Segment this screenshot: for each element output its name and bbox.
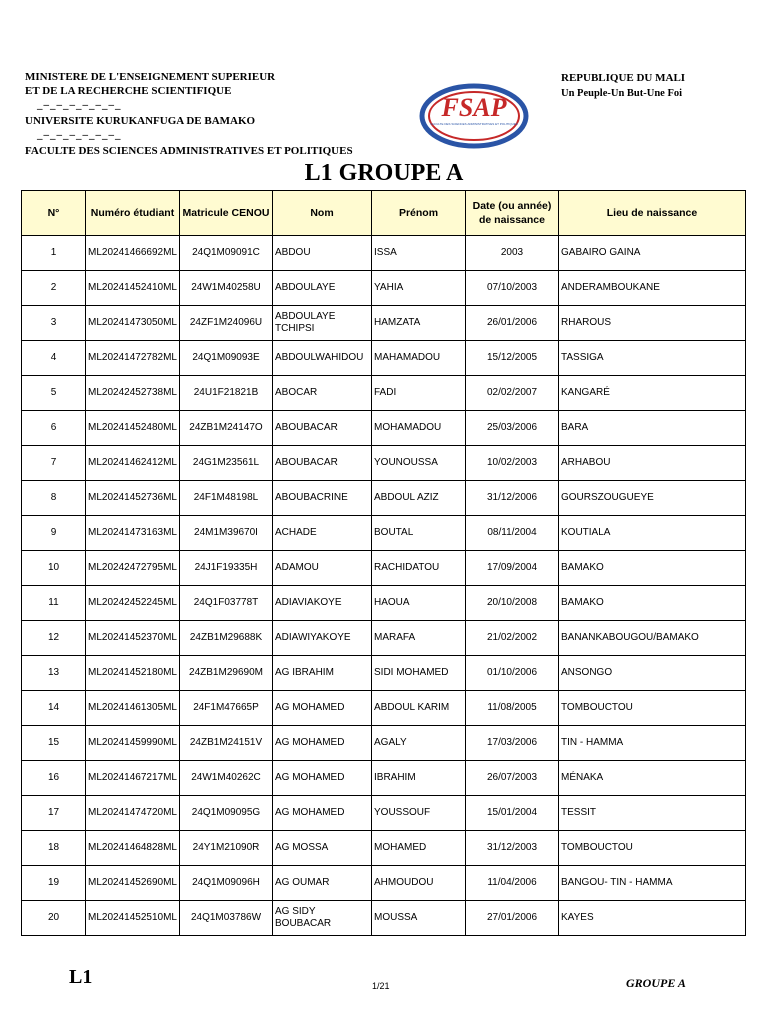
cell-student-number: ML20241473163ML bbox=[86, 516, 180, 551]
separator: _–_–_–_–_–_–_ bbox=[37, 99, 122, 111]
cell-matricule: 24Q1F03778T bbox=[180, 586, 273, 621]
cell-prenom: MOHAMED bbox=[372, 831, 466, 866]
header-nom: Nom bbox=[273, 191, 372, 236]
cell-birth-place: GOURSZOUGUEYE bbox=[559, 481, 746, 516]
table-row bbox=[22, 726, 746, 761]
cell-birth-place: TOMBOUCTOU bbox=[559, 691, 746, 726]
header-number: N° bbox=[22, 191, 86, 236]
cell-prenom: MARAFA bbox=[372, 621, 466, 656]
cell-matricule: 24Q1M09093E bbox=[180, 341, 273, 376]
cell-number: 18 bbox=[22, 831, 86, 866]
header-birth-date: Date (ou année) de naissance bbox=[466, 191, 559, 236]
republic-header bbox=[561, 70, 685, 102]
university-name: UNIVERSITE KURUKANFUGA DE BAMAKO bbox=[25, 115, 256, 127]
cell-nom: ADIAVIAKOYE bbox=[273, 586, 372, 621]
cell-nom: ABOCAR bbox=[273, 376, 372, 411]
cell-birth-date: 07/10/2003 bbox=[466, 271, 559, 306]
footer-level: L1 bbox=[69, 966, 93, 988]
cell-matricule: 24Q1M09095G bbox=[180, 796, 273, 831]
cell-number: 10 bbox=[22, 551, 86, 586]
footer-group: GROUPE A bbox=[626, 976, 686, 990]
cell-matricule: 24Q1M03786W bbox=[180, 901, 273, 936]
cell-student-number: ML20242452245ML bbox=[86, 586, 180, 621]
table-row bbox=[22, 796, 746, 831]
cell-student-number: ML20241452410ML bbox=[86, 271, 180, 306]
cell-nom: AG MOHAMED bbox=[273, 796, 372, 831]
cell-birth-date: 26/01/2006 bbox=[466, 306, 559, 341]
republic-motto: Un Peuple-Un But-Une Foi bbox=[561, 88, 683, 99]
cell-number: 9 bbox=[22, 516, 86, 551]
cell-birth-date: 11/04/2006 bbox=[466, 866, 559, 901]
logo-subtext: FACULTE DES SCIENCES ADMINISTRATIVES ET POLITIQUES bbox=[430, 122, 518, 126]
cell-birth-place: ARHABOU bbox=[559, 446, 746, 481]
table-row bbox=[22, 446, 746, 481]
cell-number: 7 bbox=[22, 446, 86, 481]
cell-number: 1 bbox=[22, 236, 86, 271]
cell-birth-place: TOMBOUCTOU bbox=[559, 831, 746, 866]
cell-student-number: ML20241464828ML bbox=[86, 831, 180, 866]
cell-number: 8 bbox=[22, 481, 86, 516]
cell-matricule: 24ZB1M24151V bbox=[180, 726, 273, 761]
cell-birth-place: ANSONGO bbox=[559, 656, 746, 691]
table-row bbox=[22, 306, 746, 341]
cell-number: 14 bbox=[22, 691, 86, 726]
cell-birth-date: 01/10/2006 bbox=[466, 656, 559, 691]
cell-birth-date: 26/07/2003 bbox=[466, 761, 559, 796]
cell-number: 12 bbox=[22, 621, 86, 656]
table-row bbox=[22, 831, 746, 866]
cell-matricule: 24Q1M09096H bbox=[180, 866, 273, 901]
cell-matricule: 24M1M39670I bbox=[180, 516, 273, 551]
cell-nom: AG IBRAHIM bbox=[273, 656, 372, 691]
cell-prenom: SIDI MOHAMED bbox=[372, 656, 466, 691]
table-row bbox=[22, 236, 746, 271]
cell-student-number: ML20241452480ML bbox=[86, 411, 180, 446]
cell-student-number: ML20241466692ML bbox=[86, 236, 180, 271]
fsap-logo bbox=[418, 80, 530, 152]
cell-birth-date: 20/10/2008 bbox=[466, 586, 559, 621]
table-row bbox=[22, 551, 746, 586]
cell-student-number: ML20242452738ML bbox=[86, 376, 180, 411]
cell-nom: AG MOHAMED bbox=[273, 726, 372, 761]
cell-birth-date: 17/03/2006 bbox=[466, 726, 559, 761]
cell-matricule: 24ZB1M29690M bbox=[180, 656, 273, 691]
table-row bbox=[22, 376, 746, 411]
cell-nom: ADAMOU bbox=[273, 551, 372, 586]
cell-number: 19 bbox=[22, 866, 86, 901]
cell-matricule: 24ZB1M24147O bbox=[180, 411, 273, 446]
cell-student-number: ML20241472782ML bbox=[86, 341, 180, 376]
cell-prenom: YOUNOUSSA bbox=[372, 446, 466, 481]
table-row bbox=[22, 271, 746, 306]
cell-birth-date: 10/02/2003 bbox=[466, 446, 559, 481]
header-birth-place: Lieu de naissance bbox=[559, 191, 746, 236]
cell-nom: ABOUBACAR bbox=[273, 446, 372, 481]
cell-birth-place: BAMAKO bbox=[559, 586, 746, 621]
cell-prenom: HAOUA bbox=[372, 586, 466, 621]
table-row bbox=[22, 516, 746, 551]
cell-number: 16 bbox=[22, 761, 86, 796]
cell-birth-date: 02/02/2007 bbox=[466, 376, 559, 411]
cell-student-number: ML20241461305ML bbox=[86, 691, 180, 726]
cell-birth-place: BANANKABOUGOU/BAMAKO bbox=[559, 621, 746, 656]
cell-birth-date: 15/12/2005 bbox=[466, 341, 559, 376]
cell-birth-place: KANGARÉ bbox=[559, 376, 746, 411]
table-header-row bbox=[22, 191, 746, 236]
table-row bbox=[22, 866, 746, 901]
cell-birth-place: ANDERAMBOUKANE bbox=[559, 271, 746, 306]
cell-prenom: IBRAHIM bbox=[372, 761, 466, 796]
cell-birth-date: 11/08/2005 bbox=[466, 691, 559, 726]
cell-birth-date: 25/03/2006 bbox=[466, 411, 559, 446]
cell-prenom: YOUSSOUF bbox=[372, 796, 466, 831]
cell-number: 3 bbox=[22, 306, 86, 341]
cell-birth-place: GABAIRO GAINA bbox=[559, 236, 746, 271]
table-row bbox=[22, 411, 746, 446]
cell-matricule: 24ZB1M29688K bbox=[180, 621, 273, 656]
cell-nom: ABDOULAYE bbox=[273, 271, 372, 306]
cell-prenom: HAMZATA bbox=[372, 306, 466, 341]
cell-birth-date: 17/09/2004 bbox=[466, 551, 559, 586]
table-row bbox=[22, 481, 746, 516]
cell-birth-place: TIN - HAMMA bbox=[559, 726, 746, 761]
cell-birth-place: TESSIT bbox=[559, 796, 746, 831]
cell-number: 17 bbox=[22, 796, 86, 831]
cell-nom: ABDOULAYE TCHIPSI bbox=[273, 306, 372, 341]
cell-student-number: ML20241452370ML bbox=[86, 621, 180, 656]
header-matricule: Matricule CENOU bbox=[180, 191, 273, 236]
ministry-line: MINISTERE DE L'ENSEIGNEMENT SUPERIEUR bbox=[25, 71, 276, 83]
cell-prenom: ABDOUL KARIM bbox=[372, 691, 466, 726]
cell-prenom: ABDOUL AZIZ bbox=[372, 481, 466, 516]
cell-number: 13 bbox=[22, 656, 86, 691]
cell-birth-place: BAMAKO bbox=[559, 551, 746, 586]
cell-prenom: RACHIDATOU bbox=[372, 551, 466, 586]
cell-nom: AG MOHAMED bbox=[273, 691, 372, 726]
ministry-line-2: ET DE LA RECHERCHE SCIENTIFIQUE bbox=[25, 85, 232, 97]
cell-student-number: ML20241467217ML bbox=[86, 761, 180, 796]
separator: _–_–_–_–_–_–_ bbox=[37, 129, 122, 141]
ministry-header bbox=[25, 70, 353, 158]
cell-number: 4 bbox=[22, 341, 86, 376]
cell-number: 15 bbox=[22, 726, 86, 761]
cell-student-number: ML20241462412ML bbox=[86, 446, 180, 481]
cell-nom: AG MOSSA bbox=[273, 831, 372, 866]
cell-prenom: AHMOUDOU bbox=[372, 866, 466, 901]
cell-matricule: 24W1M40258U bbox=[180, 271, 273, 306]
cell-nom: ABDOULWAHIDOU bbox=[273, 341, 372, 376]
cell-student-number: ML20241452510ML bbox=[86, 901, 180, 936]
cell-prenom: MOHAMADOU bbox=[372, 411, 466, 446]
cell-nom: AG SIDY BOUBACAR bbox=[273, 901, 372, 936]
cell-birth-place: KAYES bbox=[559, 901, 746, 936]
cell-number: 6 bbox=[22, 411, 86, 446]
table-row bbox=[22, 621, 746, 656]
cell-number: 20 bbox=[22, 901, 86, 936]
cell-student-number: ML20241474720ML bbox=[86, 796, 180, 831]
cell-student-number: ML20241459990ML bbox=[86, 726, 180, 761]
cell-nom: ADIAWIYAKOYE bbox=[273, 621, 372, 656]
cell-matricule: 24Y1M21090R bbox=[180, 831, 273, 866]
header-student-number: Numéro étudiant bbox=[86, 191, 180, 236]
cell-birth-date: 15/01/2004 bbox=[466, 796, 559, 831]
cell-matricule: 24G1M23561L bbox=[180, 446, 273, 481]
header-prenom: Prénom bbox=[372, 191, 466, 236]
cell-nom: ABDOU bbox=[273, 236, 372, 271]
cell-birth-date: 27/01/2006 bbox=[466, 901, 559, 936]
cell-prenom: BOUTAL bbox=[372, 516, 466, 551]
table-row bbox=[22, 761, 746, 796]
cell-matricule: 24U1F21821B bbox=[180, 376, 273, 411]
cell-number: 11 bbox=[22, 586, 86, 621]
cell-number: 5 bbox=[22, 376, 86, 411]
cell-matricule: 24J1F19335H bbox=[180, 551, 273, 586]
table-row bbox=[22, 656, 746, 691]
cell-birth-date: 08/11/2004 bbox=[466, 516, 559, 551]
cell-prenom: ISSA bbox=[372, 236, 466, 271]
cell-birth-date: 21/02/2002 bbox=[466, 621, 559, 656]
cell-birth-place: KOUTIALA bbox=[559, 516, 746, 551]
table-row bbox=[22, 586, 746, 621]
cell-matricule: 24W1M40262C bbox=[180, 761, 273, 796]
cell-student-number: ML20241452690ML bbox=[86, 866, 180, 901]
cell-nom: ABOUBACAR bbox=[273, 411, 372, 446]
cell-student-number: ML20241452180ML bbox=[86, 656, 180, 691]
table-row bbox=[22, 901, 746, 936]
cell-nom: ABOUBACRINE bbox=[273, 481, 372, 516]
republic-title: REPUBLIQUE DU MALI bbox=[561, 72, 686, 84]
cell-prenom: FADI bbox=[372, 376, 466, 411]
cell-birth-place: BANGOU- TIN - HAMMA bbox=[559, 866, 746, 901]
cell-nom: AG OUMAR bbox=[273, 866, 372, 901]
cell-birth-date: 31/12/2003 bbox=[466, 831, 559, 866]
cell-number: 2 bbox=[22, 271, 86, 306]
page-number: 1/21 bbox=[372, 981, 390, 991]
cell-prenom: YAHIA bbox=[372, 271, 466, 306]
cell-matricule: 24Q1M09091C bbox=[180, 236, 273, 271]
cell-matricule: 24ZF1M24096U bbox=[180, 306, 273, 341]
cell-birth-place: BARA bbox=[559, 411, 746, 446]
cell-nom: AG MOHAMED bbox=[273, 761, 372, 796]
cell-matricule: 24F1M48198L bbox=[180, 481, 273, 516]
cell-birth-date: 2003 bbox=[466, 236, 559, 271]
cell-student-number: ML20241473050ML bbox=[86, 306, 180, 341]
cell-nom: ACHADE bbox=[273, 516, 372, 551]
logo-text: FSAP bbox=[441, 93, 507, 122]
cell-prenom: MAHAMADOU bbox=[372, 341, 466, 376]
table-row bbox=[22, 341, 746, 376]
cell-birth-place: RHAROUS bbox=[559, 306, 746, 341]
table-row bbox=[22, 691, 746, 726]
cell-birth-date: 31/12/2006 bbox=[466, 481, 559, 516]
student-table bbox=[21, 190, 746, 936]
page-title: L1 GROUPE A bbox=[304, 160, 464, 186]
cell-prenom: MOUSSA bbox=[372, 901, 466, 936]
cell-prenom: AGALY bbox=[372, 726, 466, 761]
cell-student-number: ML20241452736ML bbox=[86, 481, 180, 516]
cell-student-number: ML20242472795ML bbox=[86, 551, 180, 586]
cell-matricule: 24F1M47665P bbox=[180, 691, 273, 726]
faculty-name: FACULTE DES SCIENCES ADMINISTRATIVES ET POLITIQUES bbox=[25, 145, 353, 157]
cell-birth-place: TASSIGA bbox=[559, 341, 746, 376]
cell-birth-place: MÉNAKA bbox=[559, 761, 746, 796]
